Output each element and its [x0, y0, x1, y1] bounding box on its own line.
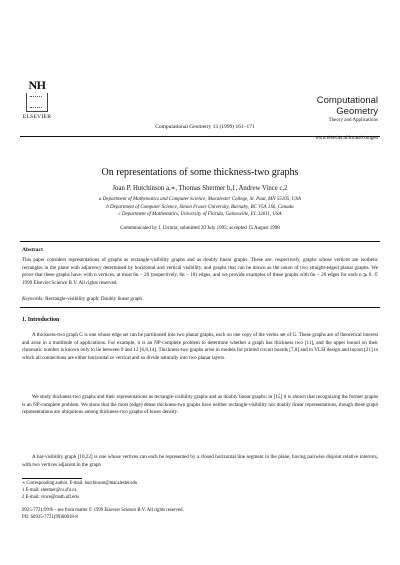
abstract-rule-bottom [20, 307, 380, 308]
publication-ids [22, 507, 378, 521]
abstract-heading: Abstract [22, 247, 43, 253]
journal-brand [283, 95, 378, 141]
journal-citation: Computational Geometry 13 (1999) 161–171 [155, 124, 255, 130]
communicated-line: Communicated by J. Urrutia; submitted 20 July 1995; accepted 15 August 1998 [120, 226, 280, 231]
footnote-2: 2 E-mail: vince@math.ufl.edu [22, 494, 79, 500]
pii-line: PII: S0925-7721(99)00018-8 [22, 515, 78, 520]
affiliation-a: a Department of Mathematics and Computer Science, Macalester College, St. Paul, MN 55105, USA [99, 197, 301, 202]
journal-url[interactable]: www.elsevier.nl/locate/comgeo [315, 136, 378, 141]
keywords [22, 296, 378, 302]
abstract-text: This paper considers representations of graphs as rectangle-visibility graphs and as doubly linear graphs. These are, respectively, graphs whose vertices are isothetic rectangles in the plane with adjacency determined by horizontal and vertical visibility, and graphs that can be drawn as the union of two straight-edged planar graphs. We prove that these graphs have, with n vertices, at most 6n − 20 (respectively, 6n − 18) edges, and we provide examples of these graphs with 6n − 20 edges for each n ⩾ 8. © 1999 Elsevier Science B.V. All rights reserved. [22, 257, 378, 286]
footnote-corresponding: ∗ Corresponding author. E-mail: hutchinson@macalester.edu [22, 481, 138, 486]
publisher-name: ELSEVIER [22, 114, 52, 120]
brand-line-2: Geometry [336, 106, 378, 117]
keywords-list: Rectangle-visibility graph; Doubly linear graph [45, 296, 142, 302]
elsevier-tree-icon [26, 93, 48, 112]
paragraph-1: A thickness-two graph G is one whose edge set can be partitioned into two planar graphs, each on one copy of the vertex set of G. These graphs are of theoretical interest and arise in a multitude of applications. For example, it is an NP-complete problem to determine whether a graph has thickness two [11], and the upper bound on their chromatic number is known only to lie between 9 and 12 [6,8,14]. Thickness-two graphs arise in models for printed circuit boards [7,8] and in VLSI design and layout [21] in which all connections are either horizontal or vertical and so divide naturally into two planar layers. [22, 332, 378, 361]
publisher-logo [20, 80, 54, 120]
abstract-rule-top [20, 241, 380, 242]
paragraph-2: We study thickness-two graphs and their representations as rectangle-visibility graphs and as doubly linear graphs; in [15] it is shown that recognizing the former graphs is an NP-complete problem. We show that the most (edge) dense thickness-two graphs have neither rectangle-visibility nor doubly linear representations, though these graph representations are ubiquitous among thickness-two graphs of lower density. [22, 394, 378, 416]
keywords-label: Keywords: [22, 296, 44, 302]
section-heading: 1. Introduction [22, 317, 60, 323]
brand-subtitle: Theory and Applications [328, 118, 378, 123]
header-rule [20, 136, 380, 137]
authors: Joan P. Hutchinson a,∗, Thomas Shermer b,1, Andrew Vince c,2 [112, 185, 288, 192]
affiliation-c: c Department of Mathematics, University of Florida, Gainesville, FL 32611, USA [118, 212, 282, 217]
paper-title: On representations of some thickness-two graphs [101, 167, 299, 178]
brand-line-1: Computational [316, 95, 378, 106]
affiliation-b: b Department of Computer Science, Simon Fraser University, Burnaby, BC V5A 1S6, Canada [106, 204, 294, 210]
affiliations [20, 196, 380, 219]
footnote-1: 1 E-mail: shermer@cs.sfu.ca [22, 487, 77, 493]
paragraph-3: A bar-visibility graph [10,22] is one whose vertices can each be represented by a closed horizontal line segment in the plane, having pairwise disjoint relative interiors, with two vertices adjacent in the graph [22, 454, 378, 468]
logo-mark: NH [28, 78, 46, 92]
footnotes [22, 481, 378, 501]
issn-line: 0925-7721/99/$ – see front matter © 1999 Elsevier Science B.V. All rights reserved. [22, 508, 184, 513]
footnote-rule [22, 478, 82, 479]
